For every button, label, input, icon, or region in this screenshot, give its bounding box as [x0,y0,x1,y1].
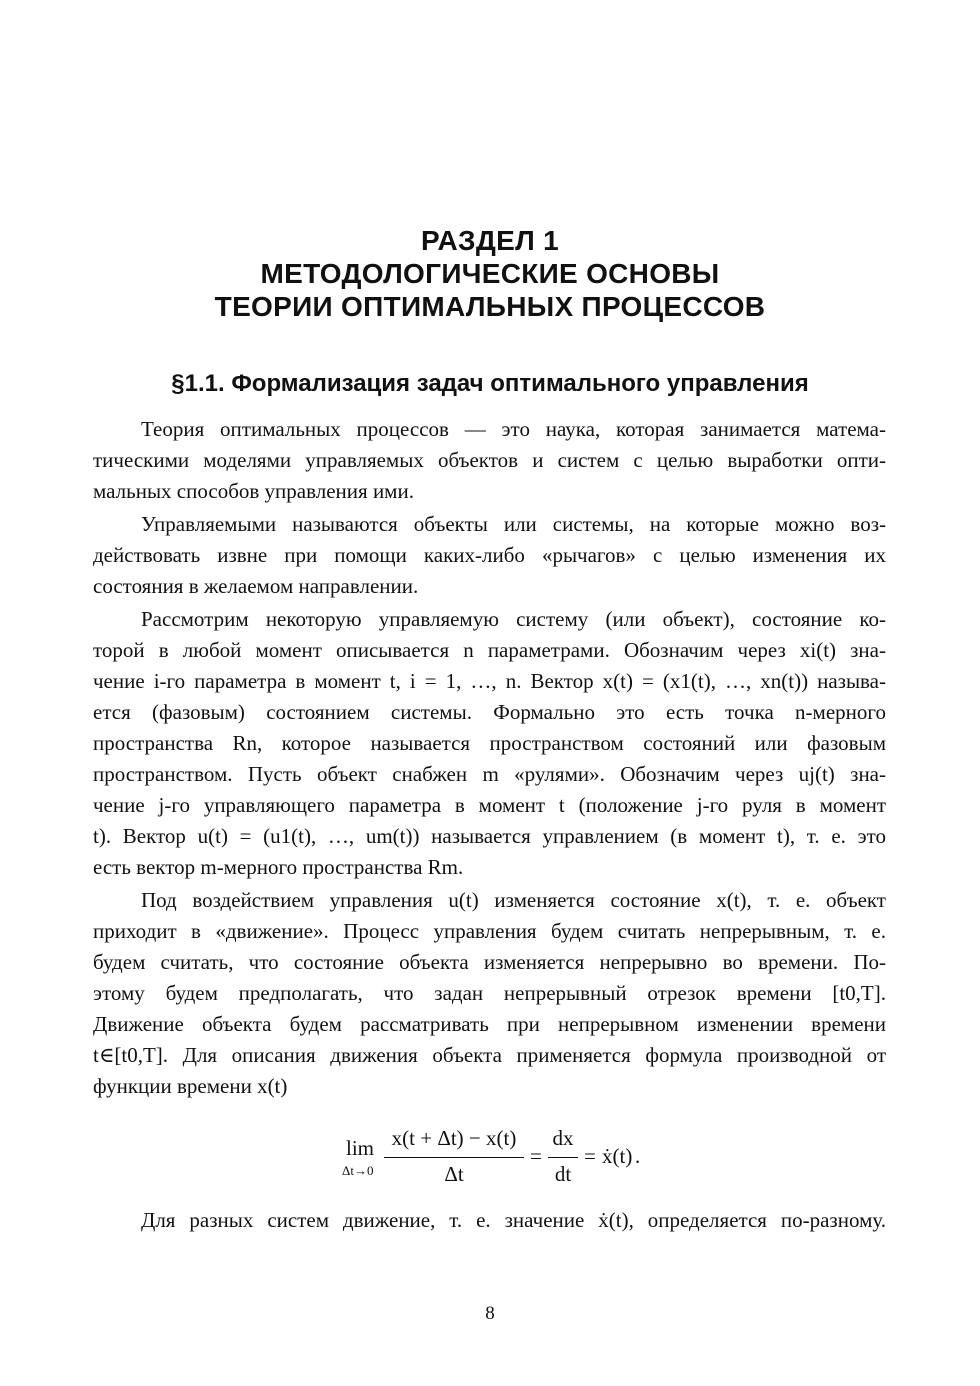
text-line: t). Вектор u(t) = (u1(t), …, um(t)) называется управлением (в момент t), т. е. это [93,824,886,848]
paragraph [93,414,886,507]
chapter-label: РАЗДЕЛ 1 [421,225,559,256]
section-title: §1.1. Формализация задач оптимального управления [171,370,809,397]
page-number: 8 [485,1303,495,1324]
text-line: ется (фазовым) состоянием системы. Формально это есть точка n-мерного [93,700,886,724]
body-text-block-2 [93,1205,886,1236]
body-text-block-1 [93,414,886,1104]
text-line: будем считать, что состояние объекта изменяется непрерывно во времени. По- [93,950,886,974]
formula-fraction-bar [384,1157,524,1158]
text-line: чение i-го параметра в момент t, i = 1, …, n. Вектор x(t) = (x1(t), …, xn(t)) называ- [93,669,886,693]
chapter-title-line-2: ТЕОРИИ ОПТИМАЛЬНЫХ ПРОЦЕССОВ [214,291,766,322]
text-line: торой в любой момент описывается n параметрами. Обозначим через xi(t) зна- [93,638,886,662]
text-line: пространства Rn, которое называется пространством состояний или фазовым [93,731,886,755]
text-line: мальных способов управления ими. [93,479,414,503]
formula-dx: dx [552,1126,574,1150]
text-line: тическими моделями управляемых объектов и систем с целью выработки опти- [93,448,886,472]
text-line: Теория оптимальных процессов — это наука, которая занимается матема- [141,417,886,441]
text-line: t∈[t0,T]. Для описания движения объекта применяется формула производной от [93,1043,886,1067]
text-line: пространством. Пусть объект снабжен m «рулями». Обозначим через uj(t) зна- [93,762,886,786]
formula-lim: lim [346,1136,375,1160]
text-line: приходит в «движение». Процесс управления будем считать непрерывным, т. е. [93,919,886,943]
text-line: этому будем предполагать, что задан непрерывный отрезок времени [t0,T]. [93,981,886,1005]
formula-denominator: Δt [444,1162,464,1186]
text-line: Для разных систем движение, т. е. значение ẋ(t), определяется по-разному. [141,1208,886,1232]
paragraph [93,885,886,1102]
formula-equals-1: = [530,1144,542,1168]
formula-dt: dt [554,1162,572,1186]
formula-xdot: ẋ(t) [602,1144,633,1168]
text-line: есть вектор m-мерного пространства Rm. [93,855,464,879]
text-line: состояния в желаемом направлении. [93,574,419,598]
formula-lim-subscript: Δt→0 [342,1163,374,1178]
text-line: Под воздействием управления u(t) изменяется состояние x(t), т. е. объект [141,888,886,912]
text-line: функции времени x(t) [93,1074,288,1098]
formula-fraction-bar-2 [548,1157,578,1158]
chapter-title-line-1: МЕТОДОЛОГИЧЕСКИЕ ОСНОВЫ [260,258,720,289]
derivative-formula [340,1126,660,1190]
paragraph [93,604,886,883]
formula-period: . [635,1144,641,1168]
formula-equals-2: = [584,1144,596,1168]
formula-numerator: x(t + Δt) − x(t) [391,1126,517,1150]
text-line: Движение объекта будем рассматривать при непрерывном изменении времени [93,1012,886,1036]
paragraph [93,509,886,602]
text-line: Управляемыми называются объекты или системы, на которые можно воз- [141,512,886,536]
text-line: Рассмотрим некоторую управляемую систему (или объект), состояние ко- [141,607,886,631]
text-line: чение j-го управляющего параметра в момент t (положение j-го руля в момент [93,793,886,817]
text-line: действовать извне при помощи каких-либо «рычагов» с целью изменения их [93,543,886,567]
